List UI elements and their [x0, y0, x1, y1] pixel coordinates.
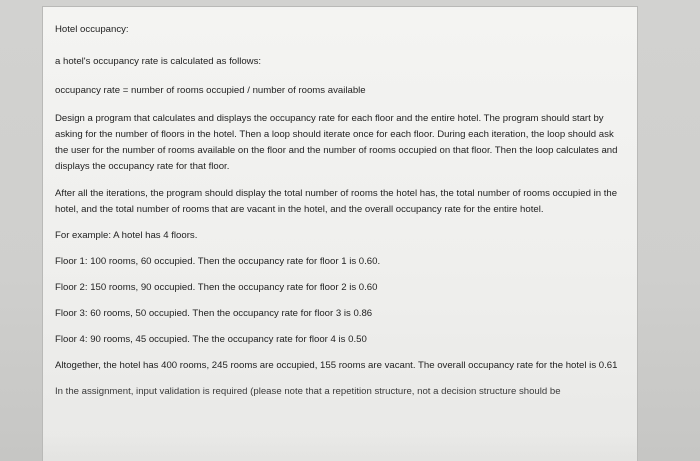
- example-heading: For example: A hotel has 4 floors.: [55, 230, 198, 241]
- assignment-note: In the assignment, input validation is required (please note that a repetition structure, not a decision structure should be: [55, 386, 561, 397]
- document-page: [42, 6, 638, 461]
- design-paragraph: Design a program that calculates and displays the occupancy rate for each floor and the entire hotel. The program should start by asking for the number of floors in the hotel. Then a loop should iterate once for each floor. During each iteration, the loop should ask the user for the number of rooms available on the floor and the number of rooms occupied on that floor. Then the loop calculates and displays the occupancy rate for that floor.: [55, 113, 618, 172]
- floor-2-line: Floor 2: 150 rooms, 90 occupied. Then the occupancy rate for floor 2 is 0.60: [55, 282, 378, 293]
- document-content: [55, 22, 627, 400]
- after-iterations-paragraph: After all the iterations, the program should display the total number of rooms the hotel has, the total number of rooms occupied in the hotel, and the total number of rooms that are vacant in the hotel, and the overall occupancy rate for the entire hotel.: [55, 188, 618, 215]
- floor-4-line: Floor 4: 90 rooms, 45 occupied. The the occupancy rate for floor 4 is 0.50: [55, 334, 367, 345]
- document-title: Hotel occupancy:: [55, 24, 129, 35]
- altogether-paragraph: Altogether, the hotel has 400 rooms, 245 rooms are occupied, 155 rooms are vacant. The overall occupancy rate for the hotel is 0.61: [55, 360, 618, 371]
- floor-3-line: Floor 3: 60 rooms, 50 occupied. Then the occupancy rate for floor 3 is 0.86: [55, 308, 373, 319]
- formula-text: occupancy rate = number of rooms occupied / number of rooms available: [55, 85, 366, 96]
- intro-text: a hotel's occupancy rate is calculated as follows:: [55, 56, 262, 67]
- photo-shading: [43, 435, 639, 461]
- floor-1-line: Floor 1: 100 rooms, 60 occupied. Then the occupancy rate for floor 1 is 0.60.: [55, 256, 381, 267]
